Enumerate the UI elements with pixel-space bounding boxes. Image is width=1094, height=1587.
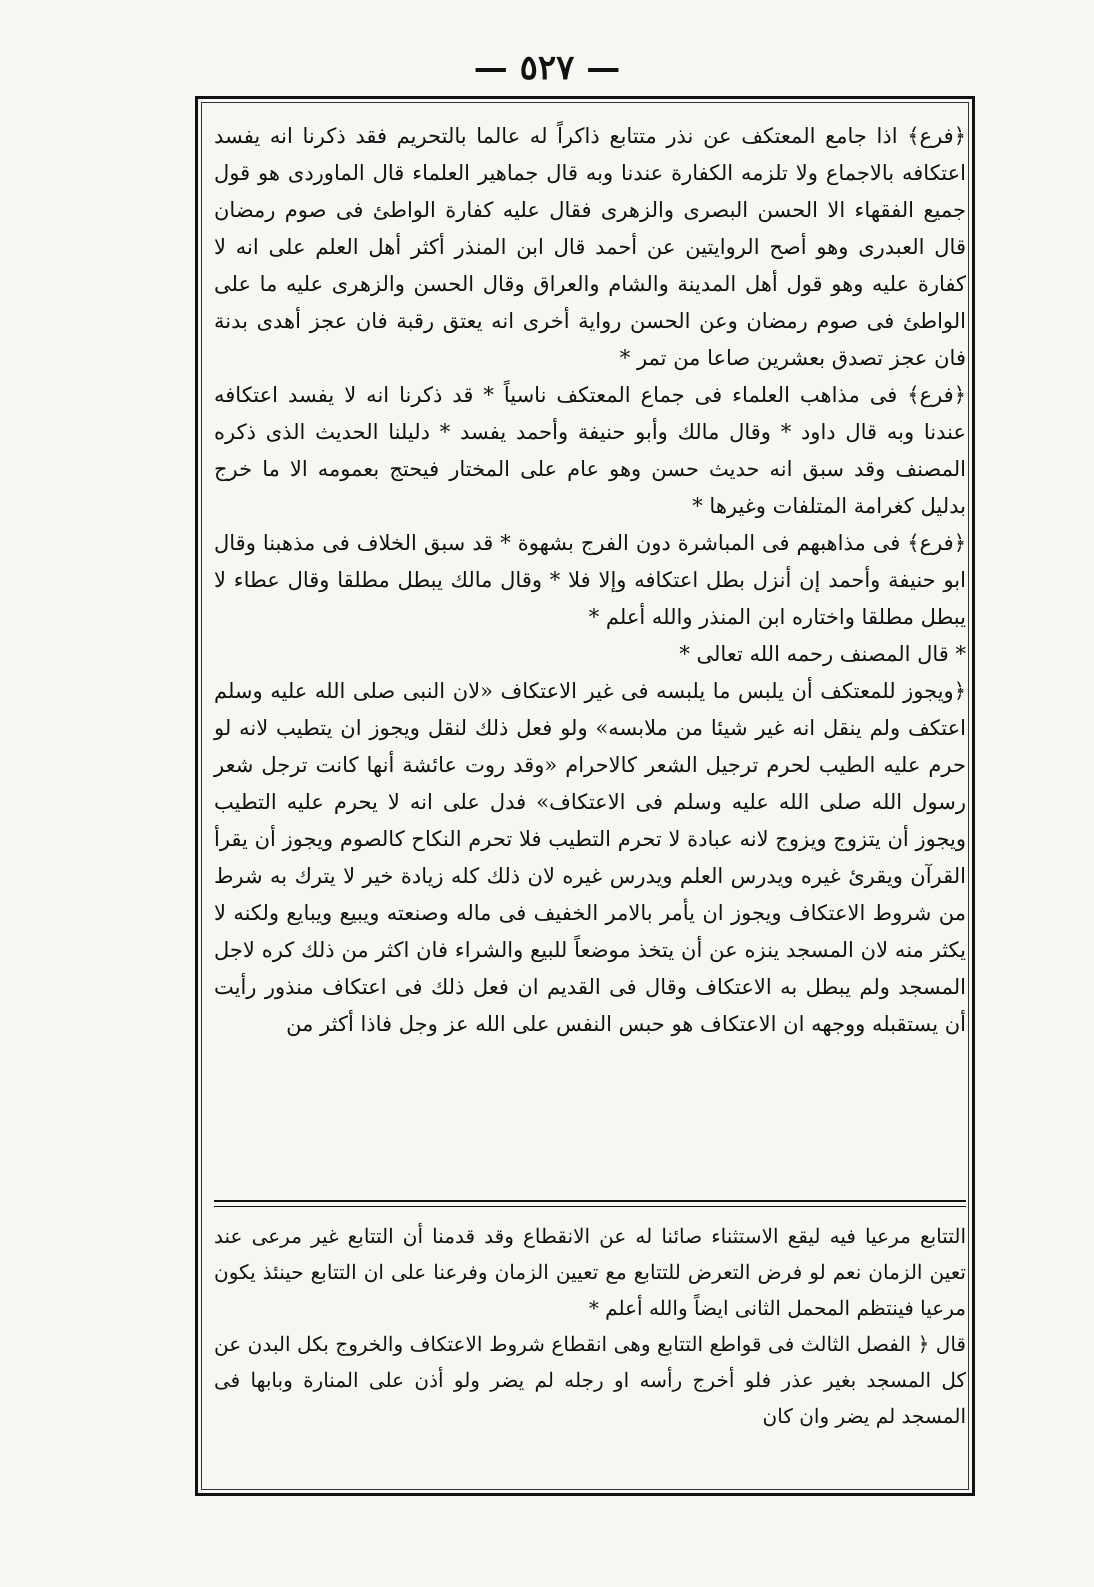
section-divider	[214, 1200, 966, 1202]
paragraph-matn: ﴿ويجوز للمعتكف أن يلبس ما يلبسه فى غير الاعتكاف «لان النبى صلى الله عليه وسلم اعتكف ولم ينقل انه غير شيئا من ملابسه» ولو فعل ذلك لنقل ويجوز ان يتطيب لانه لو حرم عليه الطيب لحرم ترجيل الشعر كالاحرام «وقد روت عائشة أنها كانت ترجل شعر رسول الله صلى الله عليه وسلم فى الاعتكاف» فدل على انه لا يحرم عليه التطيب ويجوز أن يتزوج ويزوج لانه عبادة لا تحرم التطيب فلا تحرم النكاح كالصوم ويجوز أن يقرأ القرآن ويقرئ غيره ويدرس العلم ويدرس غيره لان ذلك كله زيادة خير لا يترك به شرط من شروط الاعتكاف ويجوز ان يأمر بالامر الخفيف فى ماله وصنعته ويبيع ويبايع ولكنه لا يكثر منه لان المسجد ينزه عن أن يتخذ موضعاً للبيع والشراء فان اكثر من ذلك كره لاجل المسجد ولم يبطل به الاعتكاف وقال فى القديم ان فعل ذلك فى اعتكاف منذور رأيت أن يستقبله ووجهه ان الاعتكاف هو حبس النفس على الله عز وجل فاذا أكثر من	[214, 679, 966, 1036]
paragraph-far-2: ﴿فرع﴾ فى مذاهب العلماء فى جماع المعتكف ناسياً * قد ذكرنا انه لا يفسد اعتكافه عندنا وبه قال داود * وقال مالك وأبو حنيفة وأحمد يفسد * دليلنا الحديث الذى ذكره المصنف وقد سبق انه حديث حسن وهو عام على المختار فيحتج بعمومه الا ما خرج بدليل كغرامة المتلفات وغيرها *	[214, 383, 966, 518]
commentary-paragraph-1: التتابع مرعيا فيه ليقع الاستثناء صائنا له عن الانقطاع وقد قدمنا أن التتابع غير مرعى عند تعين الزمان نعم لو فرض التعرض للتتابع مع تعيين الزمان وفرعنا على ان التتابع حينئذ يكون مرعيا فينتظم المحمل الثانى ايضاً والله أعلم *	[214, 1224, 966, 1320]
main-text	[214, 118, 966, 1043]
paragraph-far-1: ﴿فرع﴾ اذا جامع المعتكف عن نذر متتابع ذاكراً له عالما بالتحريم فقد ذكرنا انه يفسد اعتكافه بالاجماع ولا تلزمه الكفارة عندنا وبه قال جماهير العلماء قال الماوردى هو قول جميع الفقهاء الا الحسن البصرى والزهرى فقال عليه كفارة الواطئ فى صوم رمضان قال العبدرى وهو أصح الروايتين عن أحمد قال ابن المنذر أكثر أهل العلم على انه لا كفارة عليه وهو قول أهل المدينة والشام والعراق وقال الحسن والزهرى عليه ما على الواطئ فى صوم رمضان وعن الحسن رواية أخرى انه يعتق رقبة فان عجز أهدى بدنة فان عجز تصدق بعشرين صاعا من تمر *	[214, 124, 966, 370]
section-divider-secondary	[214, 1206, 966, 1207]
paragraph-far-3: ﴿فرع﴾ فى مذاهبهم فى المباشرة دون الفرج بشهوة * قد سبق الخلاف فى مذهبنا وقال ابو حنيفة وأحمد إن أنزل بطل اعتكافه وإلا فلا * وقال مالك يبطل مطلقا وقال عطاء لا يبطل مطلقا واختاره ابن المنذر والله أعلم *	[214, 531, 966, 629]
paragraph-heading: * قال المصنف رحمه الله تعالى *	[679, 642, 966, 666]
page-number: — ٥٢٧ —	[473, 48, 621, 88]
commentary-paragraph-2: قال ﴿ الفصل الثالث فى قواطع التتابع وهى انقطاع شروط الاعتكاف والخروج بكل البدن عن كل المسجد بغير عذر فلو أخرج رأسه او رجله لم يضر ولو أذن على المنارة وبابها فى المسجد لم يضر وان كان	[214, 1332, 966, 1428]
commentary-text	[214, 1218, 966, 1434]
